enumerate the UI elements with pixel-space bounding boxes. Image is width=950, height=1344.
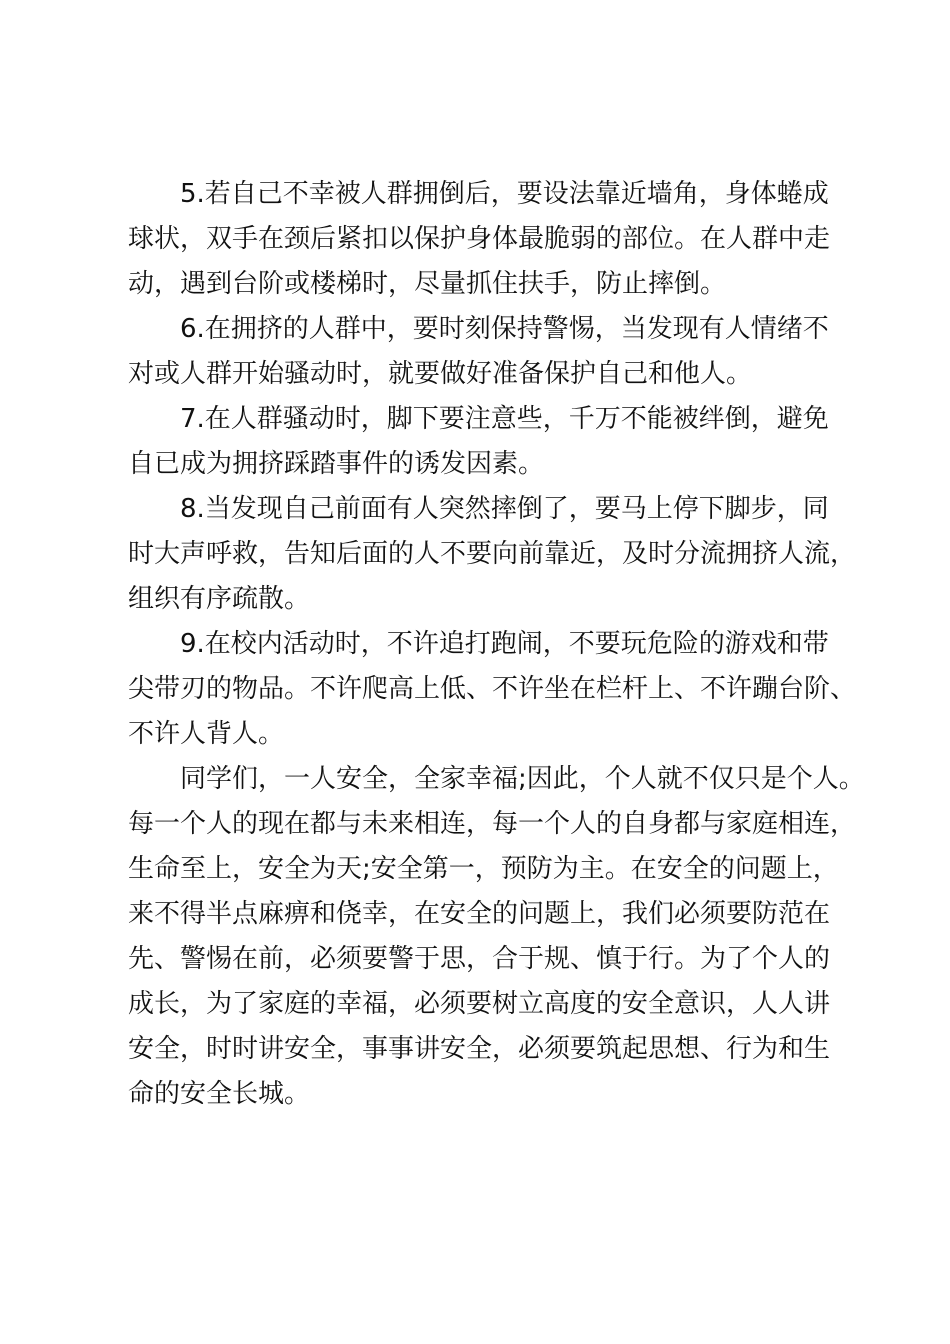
text-line: 8.当发现自己前面有人突然摔倒了，要马上停下脚步，同 <box>180 494 829 524</box>
text-line: 球状，双手在颈后紧扣以保护身体最脆弱的部位。在人群中走 <box>128 224 831 254</box>
text-line: 不许人背人。 <box>128 719 285 749</box>
text-line: 自已成为拥挤踩踏事件的诱发因素。 <box>128 449 545 479</box>
text-line: 安全，时时讲安全，事事讲安全，必须要筑起思想、行为和生 <box>128 1034 831 1064</box>
text-line: 先、警惕在前，必须要警于思，合于规、慎于行。为了个人的 <box>128 944 831 974</box>
text-line: 组织有序疏散。 <box>128 584 311 614</box>
text-line: 7.在人群骚动时，脚下要注意些，千万不能被绊倒，避免 <box>180 404 829 434</box>
paragraph-item-7 <box>128 397 838 487</box>
text-line: 6.在拥挤的人群中，要时刻保持警惕，当发现有人情绪不 <box>180 314 829 344</box>
text-line: 成长，为了家庭的幸福，必须要树立高度的安全意识，人人讲 <box>128 989 831 1019</box>
text-line: 动，遇到台阶或楼梯时，尽量抓住扶手，防止摔倒。 <box>128 269 727 299</box>
text-line: 生命至上，安全为天;安全第一，预防为主。在安全的问题上， <box>128 854 839 884</box>
paragraph-item-6 <box>128 307 838 397</box>
text-line: 每一个人的现在都与未来相连，每一个人的自身都与家庭相连， <box>128 809 857 839</box>
paragraph-item-9 <box>128 622 857 757</box>
document-body <box>128 172 865 1117</box>
text-line: 时大声呼救，告知后面的人不要向前靠近，及时分流拥挤人流， <box>128 539 857 569</box>
text-line: 命的安全长城。 <box>128 1079 311 1109</box>
text-line: 同学们，一人安全，全家幸福;因此，个人就不仅只是个人。 <box>180 764 865 794</box>
text-line: 来不得半点麻痹和侥幸，在安全的问题上，我们必须要防范在 <box>128 899 831 929</box>
paragraph-item-5 <box>128 172 838 307</box>
text-line: 9.在校内活动时，不许追打跑闹，不要玩危险的游戏和带 <box>180 629 829 659</box>
text-line: 尖带刃的物品。不许爬高上低、不许坐在栏杆上、不许蹦台阶、 <box>128 674 857 704</box>
paragraph-item-8 <box>128 487 857 622</box>
text-line: 5.若自己不幸被人群拥倒后，要设法靠近墙角，身体蜷成 <box>180 179 829 209</box>
text-line: 对或人群开始骚动时，就要做好准备保护自己和他人。 <box>128 359 753 389</box>
paragraph-closing <box>128 757 865 1117</box>
